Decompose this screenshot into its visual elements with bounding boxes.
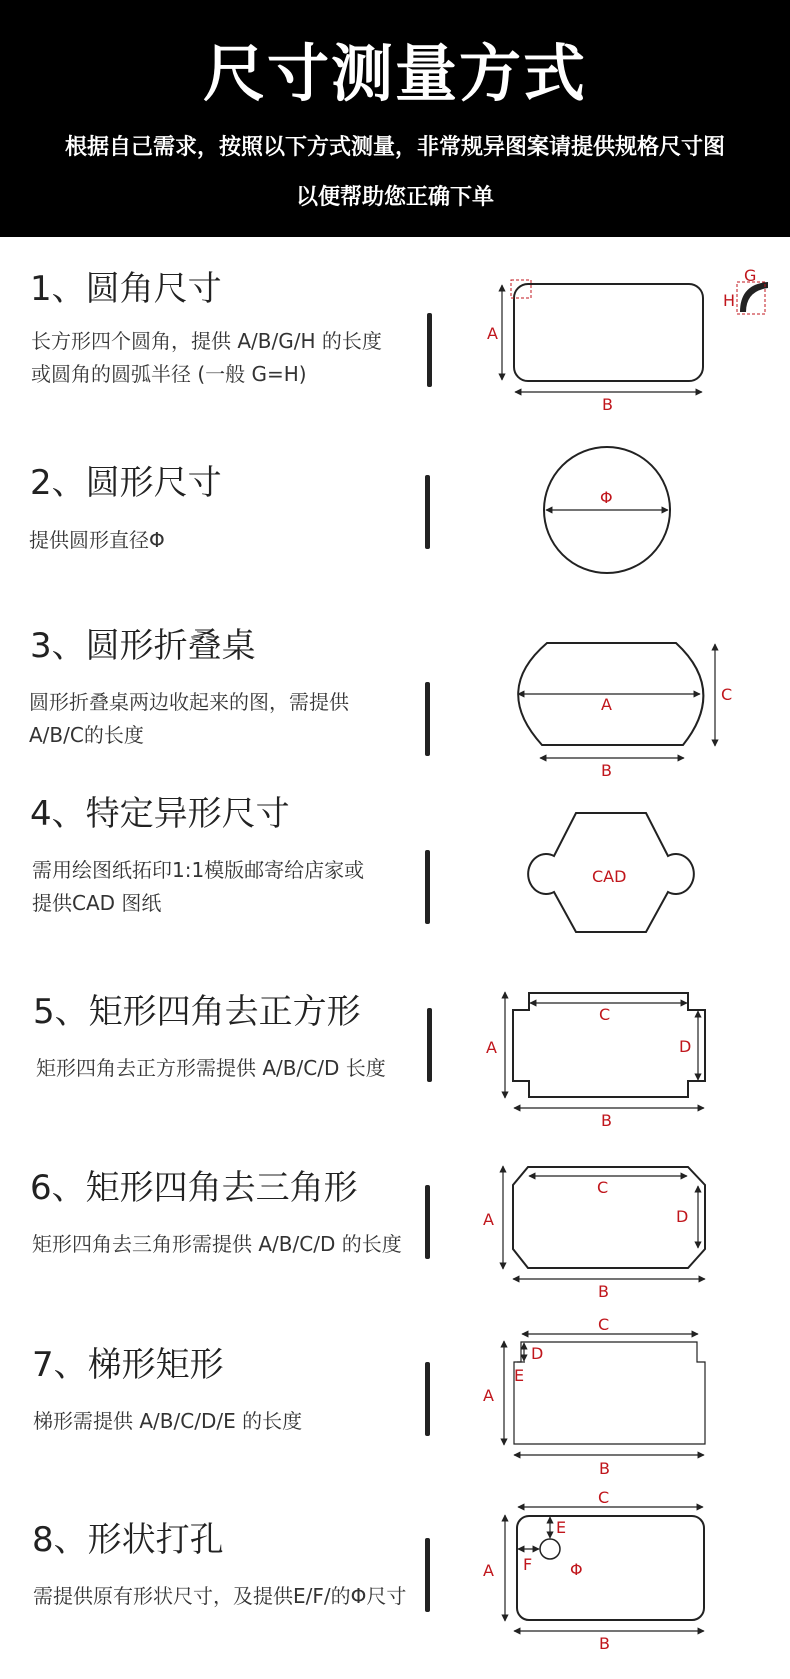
label-a: A — [483, 1210, 494, 1229]
diagram-special-shape — [528, 813, 694, 932]
section-8-title: 8、形状打孔 — [32, 1520, 224, 1560]
section-3-desc-line1: 圆形折叠桌两边收起来的图，需提供 — [29, 690, 349, 714]
diagram-rounded-corner — [487, 266, 768, 414]
header-subtitle-line1: 根据自己需求，按照以下方式测量，非常规异图案请提供规格尺寸图 — [64, 135, 725, 160]
label-d: D — [679, 1037, 692, 1056]
label-b: B — [599, 1459, 610, 1478]
section-2-desc-line1: 提供圆形直径Φ — [29, 528, 165, 552]
label-b: B — [599, 1634, 610, 1653]
section-4-desc-line2: 提供CAD 图纸 — [32, 891, 162, 915]
section-3-desc-line2: A/B/C的长度 — [29, 723, 144, 747]
label-b: B — [602, 395, 613, 414]
section-4-title: 4、特定异形尺寸 — [30, 794, 290, 834]
label-g: G — [744, 266, 757, 285]
label-a: A — [487, 324, 498, 343]
label-c: C — [599, 1005, 611, 1024]
diagram-stepped-rectangle — [483, 1315, 705, 1478]
diagram-circle — [544, 447, 670, 573]
header-subtitle-line2: 以便帮助您正确下单 — [295, 185, 494, 210]
label-c: C — [598, 1315, 610, 1334]
label-c: C — [597, 1178, 609, 1197]
diagram-chamfered-rectangle — [483, 1166, 705, 1301]
page-title: 尺寸测量方式 — [202, 37, 587, 110]
corner-arc-icon — [740, 282, 768, 312]
section-4-desc-line1: 需用绘图纸拓印1:1模版邮寄给店家或 — [32, 858, 365, 882]
label-e: E — [556, 1518, 567, 1537]
label-d: D — [676, 1207, 689, 1226]
section-1-title: 1、圆角尺寸 — [30, 269, 222, 309]
section-1-desc-line1: 长方形四个圆角，提供 A/B/G/H 的长度 — [31, 329, 382, 353]
section-6-desc-line1: 矩形四角去三角形需提供 A/B/C/D 的长度 — [32, 1232, 402, 1256]
label-a: A — [483, 1561, 494, 1580]
label-d: D — [531, 1344, 544, 1363]
section-7-title: 7、梯形矩形 — [32, 1345, 224, 1385]
label-a: A — [483, 1386, 494, 1405]
label-phi: Φ — [600, 488, 613, 507]
section-8-desc-line1: 需提供原有形状尺寸，及提供E/F/的Φ尺寸 — [33, 1584, 407, 1608]
label-c: C — [721, 685, 733, 704]
label-b: B — [601, 761, 612, 780]
section-2-title: 2、圆形尺寸 — [30, 463, 222, 503]
section-5-desc-line1: 矩形四角去正方形需提供 A/B/C/D 长度 — [36, 1056, 386, 1080]
label-h: H — [723, 291, 736, 310]
label-a: A — [486, 1038, 497, 1057]
section-6-title: 6、矩形四角去三角形 — [30, 1168, 358, 1208]
label-cad: CAD — [592, 867, 627, 886]
section-3-title: 3、圆形折叠桌 — [30, 626, 256, 666]
label-c: C — [598, 1488, 610, 1507]
label-b: B — [598, 1282, 609, 1301]
diagram-notched-rectangle — [486, 992, 705, 1130]
section-7-desc-line1: 梯形需提供 A/B/C/D/E 的长度 — [33, 1409, 303, 1433]
label-phi: Φ — [570, 1560, 583, 1579]
label-f: F — [523, 1555, 533, 1574]
section-5-title: 5、矩形四角去正方形 — [33, 992, 361, 1032]
diagram-folding-table — [518, 643, 732, 780]
label-e: E — [514, 1366, 525, 1385]
label-a: A — [601, 695, 612, 714]
label-b: B — [601, 1111, 612, 1130]
section-1-desc-line2: 或圆角的圆弧半径 (一般 G=H) — [31, 362, 307, 386]
diagram-hole-shape — [483, 1488, 704, 1653]
